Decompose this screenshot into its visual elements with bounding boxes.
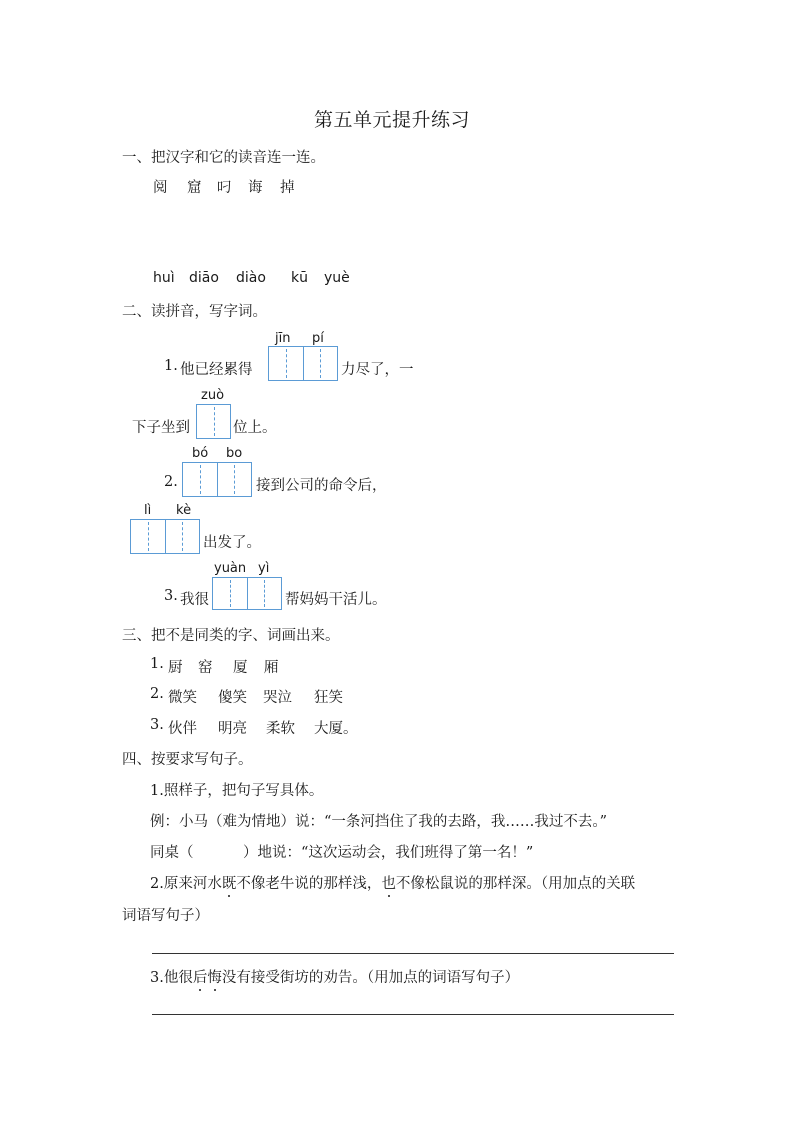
emphasis-char: 后 [193,966,208,987]
grid-cell[interactable] [303,347,338,380]
q1-char: 窟 [187,180,202,196]
sentence-number: 2. [164,474,178,490]
q3-word: 柔软 [266,721,295,737]
q1-char: 阅 [153,180,168,196]
q3-word: 哭泣 [263,690,292,706]
writing-grid-bobo[interactable] [182,462,252,497]
q2-heading: 二、读拼音，写字词。 [122,304,267,320]
q3-word: 厢 [264,660,279,676]
sentence-text: 我很 [180,592,209,608]
q4-item2-continued: 词语写句子） [122,908,209,924]
sentence-text: 帮妈妈干活儿。 [285,592,387,608]
pinyin-label: yuàn [214,561,247,576]
writing-grid-yuanyi[interactable] [212,577,282,610]
pinyin-label: lì [144,503,152,518]
q4-item3-part: 没有接受街坊的劝告。（用加点的词语写句子） [221,970,520,986]
q3-word: 厦 [233,660,248,676]
q3-word: 微笑 [168,690,197,706]
page-title: 第五单元提升练习 [314,109,471,131]
emphasis-char: 既 [222,872,237,893]
q4-task-prefix: 同桌（ [150,845,194,861]
q3-word: 大厦。 [314,721,358,737]
q3-word: 明亮 [218,721,247,737]
q1-pinyin: huì [153,270,175,286]
grid-cell[interactable] [183,463,217,496]
q4-item2-part: 不像老牛说的那样浅， [236,876,382,892]
pinyin-label: bo [226,446,243,461]
sentence-text: 他已经累得 [180,362,253,378]
pinyin-label: jīn [275,331,291,346]
sentence-text: 出发了。 [203,535,261,551]
q1-char: 叼 [217,180,232,196]
q3-word: 厨 [168,660,183,676]
answer-line[interactable] [152,953,674,954]
sentence-text: 位上。 [233,420,277,436]
q3-word: 伙伴 [168,721,197,737]
sentence-number: 1. [164,358,178,374]
q4-item2 [150,872,635,893]
pinyin-label: yì [258,561,270,576]
q1-pinyin: diào [236,270,266,286]
grid-cell[interactable] [165,520,200,553]
pinyin-label: bó [192,446,209,461]
q4-item2-part: 不像松鼠说的那样深。（用加点的关联 [395,876,636,892]
q3-word: 窑 [198,660,213,676]
q1-char: 掉 [280,180,295,196]
answer-line[interactable] [152,1014,674,1015]
q4-task-suffix: ）地说：“这次运动会，我们班得了第一名！” [243,845,534,861]
sentence-text: 下子坐到 [132,420,190,436]
q1-heading: 一、把汉字和它的读音连一连。 [122,150,325,166]
q3-item-number: 3. [150,717,164,733]
sentence-number: 3. [164,588,178,604]
q1-pinyin: kū [291,270,308,286]
q1-pinyin: yuè [324,270,350,286]
writing-grid-zuo[interactable] [196,404,231,439]
sentence-text: 力尽了，一 [341,362,414,378]
q3-item-number: 1. [150,656,164,672]
emphasis-char: 悔 [207,966,222,987]
grid-cell[interactable] [213,578,247,609]
sentence-text: 接到公司的命令后， [256,478,387,494]
q3-word: 傻笑 [218,690,247,706]
q1-pinyin: diāo [189,270,219,286]
grid-cell[interactable] [247,578,282,609]
pinyin-label: pí [312,331,324,346]
q4-heading: 四、按要求写句子。 [122,752,253,768]
grid-cell[interactable] [217,463,252,496]
writing-grid-jinpi[interactable] [268,346,338,381]
emphasis-char: 也 [381,872,396,893]
q4-example: 例：小马（难为情地）说：“一条河挡住了我的去路，我……我过不去。” [150,814,608,830]
writing-grid-like[interactable] [130,519,200,554]
q1-char: 诲 [248,180,263,196]
pinyin-label: kè [176,503,192,518]
grid-cell[interactable] [131,520,165,553]
grid-cell[interactable] [197,405,230,438]
pinyin-label: zuò [201,388,225,403]
q3-word: 狂笑 [314,690,343,706]
q4-item3-part: 3.他很 [150,970,193,986]
q4-item3 [150,966,519,987]
q3-item-number: 2. [150,686,164,702]
q4-item2-part: 2.原来河水 [150,876,222,892]
q4-item1: 1.照样子，把句子写具体。 [150,783,324,799]
q3-heading: 三、把不是同类的字、词画出来。 [122,628,340,644]
grid-cell[interactable] [269,347,303,380]
